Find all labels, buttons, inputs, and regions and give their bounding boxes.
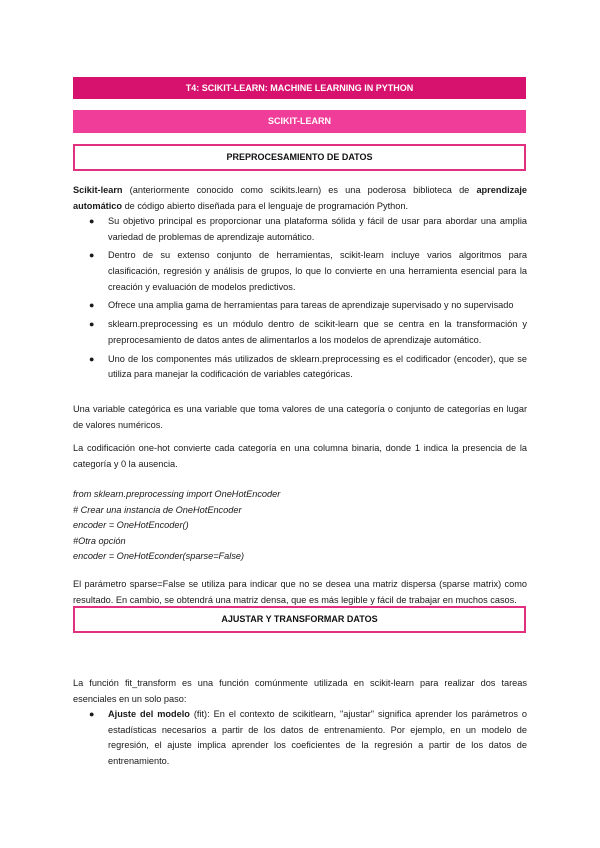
list-item-text: Dentro de su extenso conjunto de herramientas, scikit-learn incluye varios algoritmos para clasificación, regresión y análisis de grupos, lo que lo convierte en una herramienta esencial para la creación y evaluación de modelos predictivos. bbox=[108, 250, 527, 292]
bullet-icon: ● bbox=[89, 709, 95, 719]
intro-text-2: de código abierto diseñada para el lenguaje de programación Python. bbox=[122, 201, 409, 211]
intro-text-1: (anteriormente conocido como scikits.learn) es una poderosa biblioteca de bbox=[122, 185, 477, 195]
term-scikit-learn: Scikit-learn bbox=[73, 185, 123, 195]
list-item-text: Uno de los componentes más utilizados de sklearn.preprocessing es el codificador (encoder), que se utiliza para manejar la codificación de variables categóricas. bbox=[108, 353, 527, 380]
list-item-text: Su objetivo principal es proporcionar una plataforma sólida y fácil de usar para abordar una amplia variedad de problemas de aprendizaje automático. bbox=[108, 216, 527, 242]
section-subtitle-bar: SCIKIT-LEARN bbox=[73, 110, 526, 133]
list-item bbox=[73, 352, 527, 383]
list-item bbox=[73, 214, 527, 245]
list-item-text: : En el contexto de scikitlearn, "ajustar" significa aprender los parámetros o estadísticas necesarios a partir de los datos de entrenamiento. Por ejemplo, en un modelo de regresión, el ajuste implica aprender los coeficientes de la regresión a partir de los datos de entrenamiento. bbox=[108, 709, 527, 766]
list-item bbox=[73, 248, 527, 295]
fit-bullet-list bbox=[73, 707, 527, 773]
code-line: encoder = OneHotEncoder() bbox=[73, 520, 189, 530]
list-item-text: Ofrece una amplia gama de herramientas para tareas de aprendizaje supervisado y no supervisado bbox=[108, 300, 514, 311]
term-fit: (fit) bbox=[193, 709, 208, 719]
fit-transform-paragraph: La función fit_transform es una función comúnmente utilizada en scikit-learn para realizar dos tareas esenciales en un solo paso: bbox=[73, 678, 527, 704]
code-line: #Otra opción bbox=[73, 535, 126, 546]
code-line: # Crear una instancia de OneHotEncoder bbox=[73, 504, 242, 515]
document-title-bar: T4: SCIKIT-LEARN: MACHINE LEARNING IN PYTHON bbox=[73, 77, 526, 99]
list-item-text: sklearn.preprocessing es un módulo dentro de scikit-learn que se centra en la transformación y preprocesamiento de datos antes de alimentarlos a los modelos de aprendizaje automático. bbox=[108, 319, 527, 345]
list-item bbox=[73, 707, 527, 769]
bullet-icon: ● bbox=[89, 353, 95, 364]
bullet-icon: ● bbox=[89, 216, 95, 226]
term-aprendizaje-automatico: aprendizaje automático bbox=[73, 185, 527, 211]
section-heading-preprocesamiento: PREPROCESAMIENTO DE DATOS bbox=[73, 144, 526, 171]
list-item bbox=[73, 298, 527, 314]
list-item bbox=[73, 317, 527, 348]
code-line: from sklearn.preprocessing import OneHotEncoder bbox=[73, 489, 281, 499]
onehot-paragraph: La codificación one-hot convierte cada categoría en una columna binaria, donde 1 indica la presencia de la categoría y 0 la ausencia. bbox=[73, 443, 527, 469]
bullet-icon: ● bbox=[89, 300, 95, 311]
bullet-icon: ● bbox=[89, 250, 95, 261]
code-block bbox=[73, 487, 280, 565]
intro-paragraph bbox=[73, 182, 527, 214]
categorical-paragraph: Una variable categórica es una variable que toma valores de una categoría o conjunto de categorías en lugar de valores numéricos. bbox=[73, 404, 527, 430]
code-line: encoder = OneHotEconder(sparse=False) bbox=[73, 551, 245, 561]
section-heading-ajustar: AJUSTAR Y TRANSFORMAR DATOS bbox=[73, 606, 526, 633]
scikit-bullet-list bbox=[73, 214, 527, 386]
term-ajuste-del-modelo: Ajuste del modelo bbox=[108, 709, 190, 719]
sparse-paragraph: El parámetro sparse=False se utiliza para indicar que no se desea una matriz dispersa (sparse matrix) como resultado. En cambio, se obtendrá una matriz densa, que es más legible y fácil de trabajar en muchos casos. bbox=[73, 579, 527, 605]
bullet-icon: ● bbox=[89, 319, 95, 330]
